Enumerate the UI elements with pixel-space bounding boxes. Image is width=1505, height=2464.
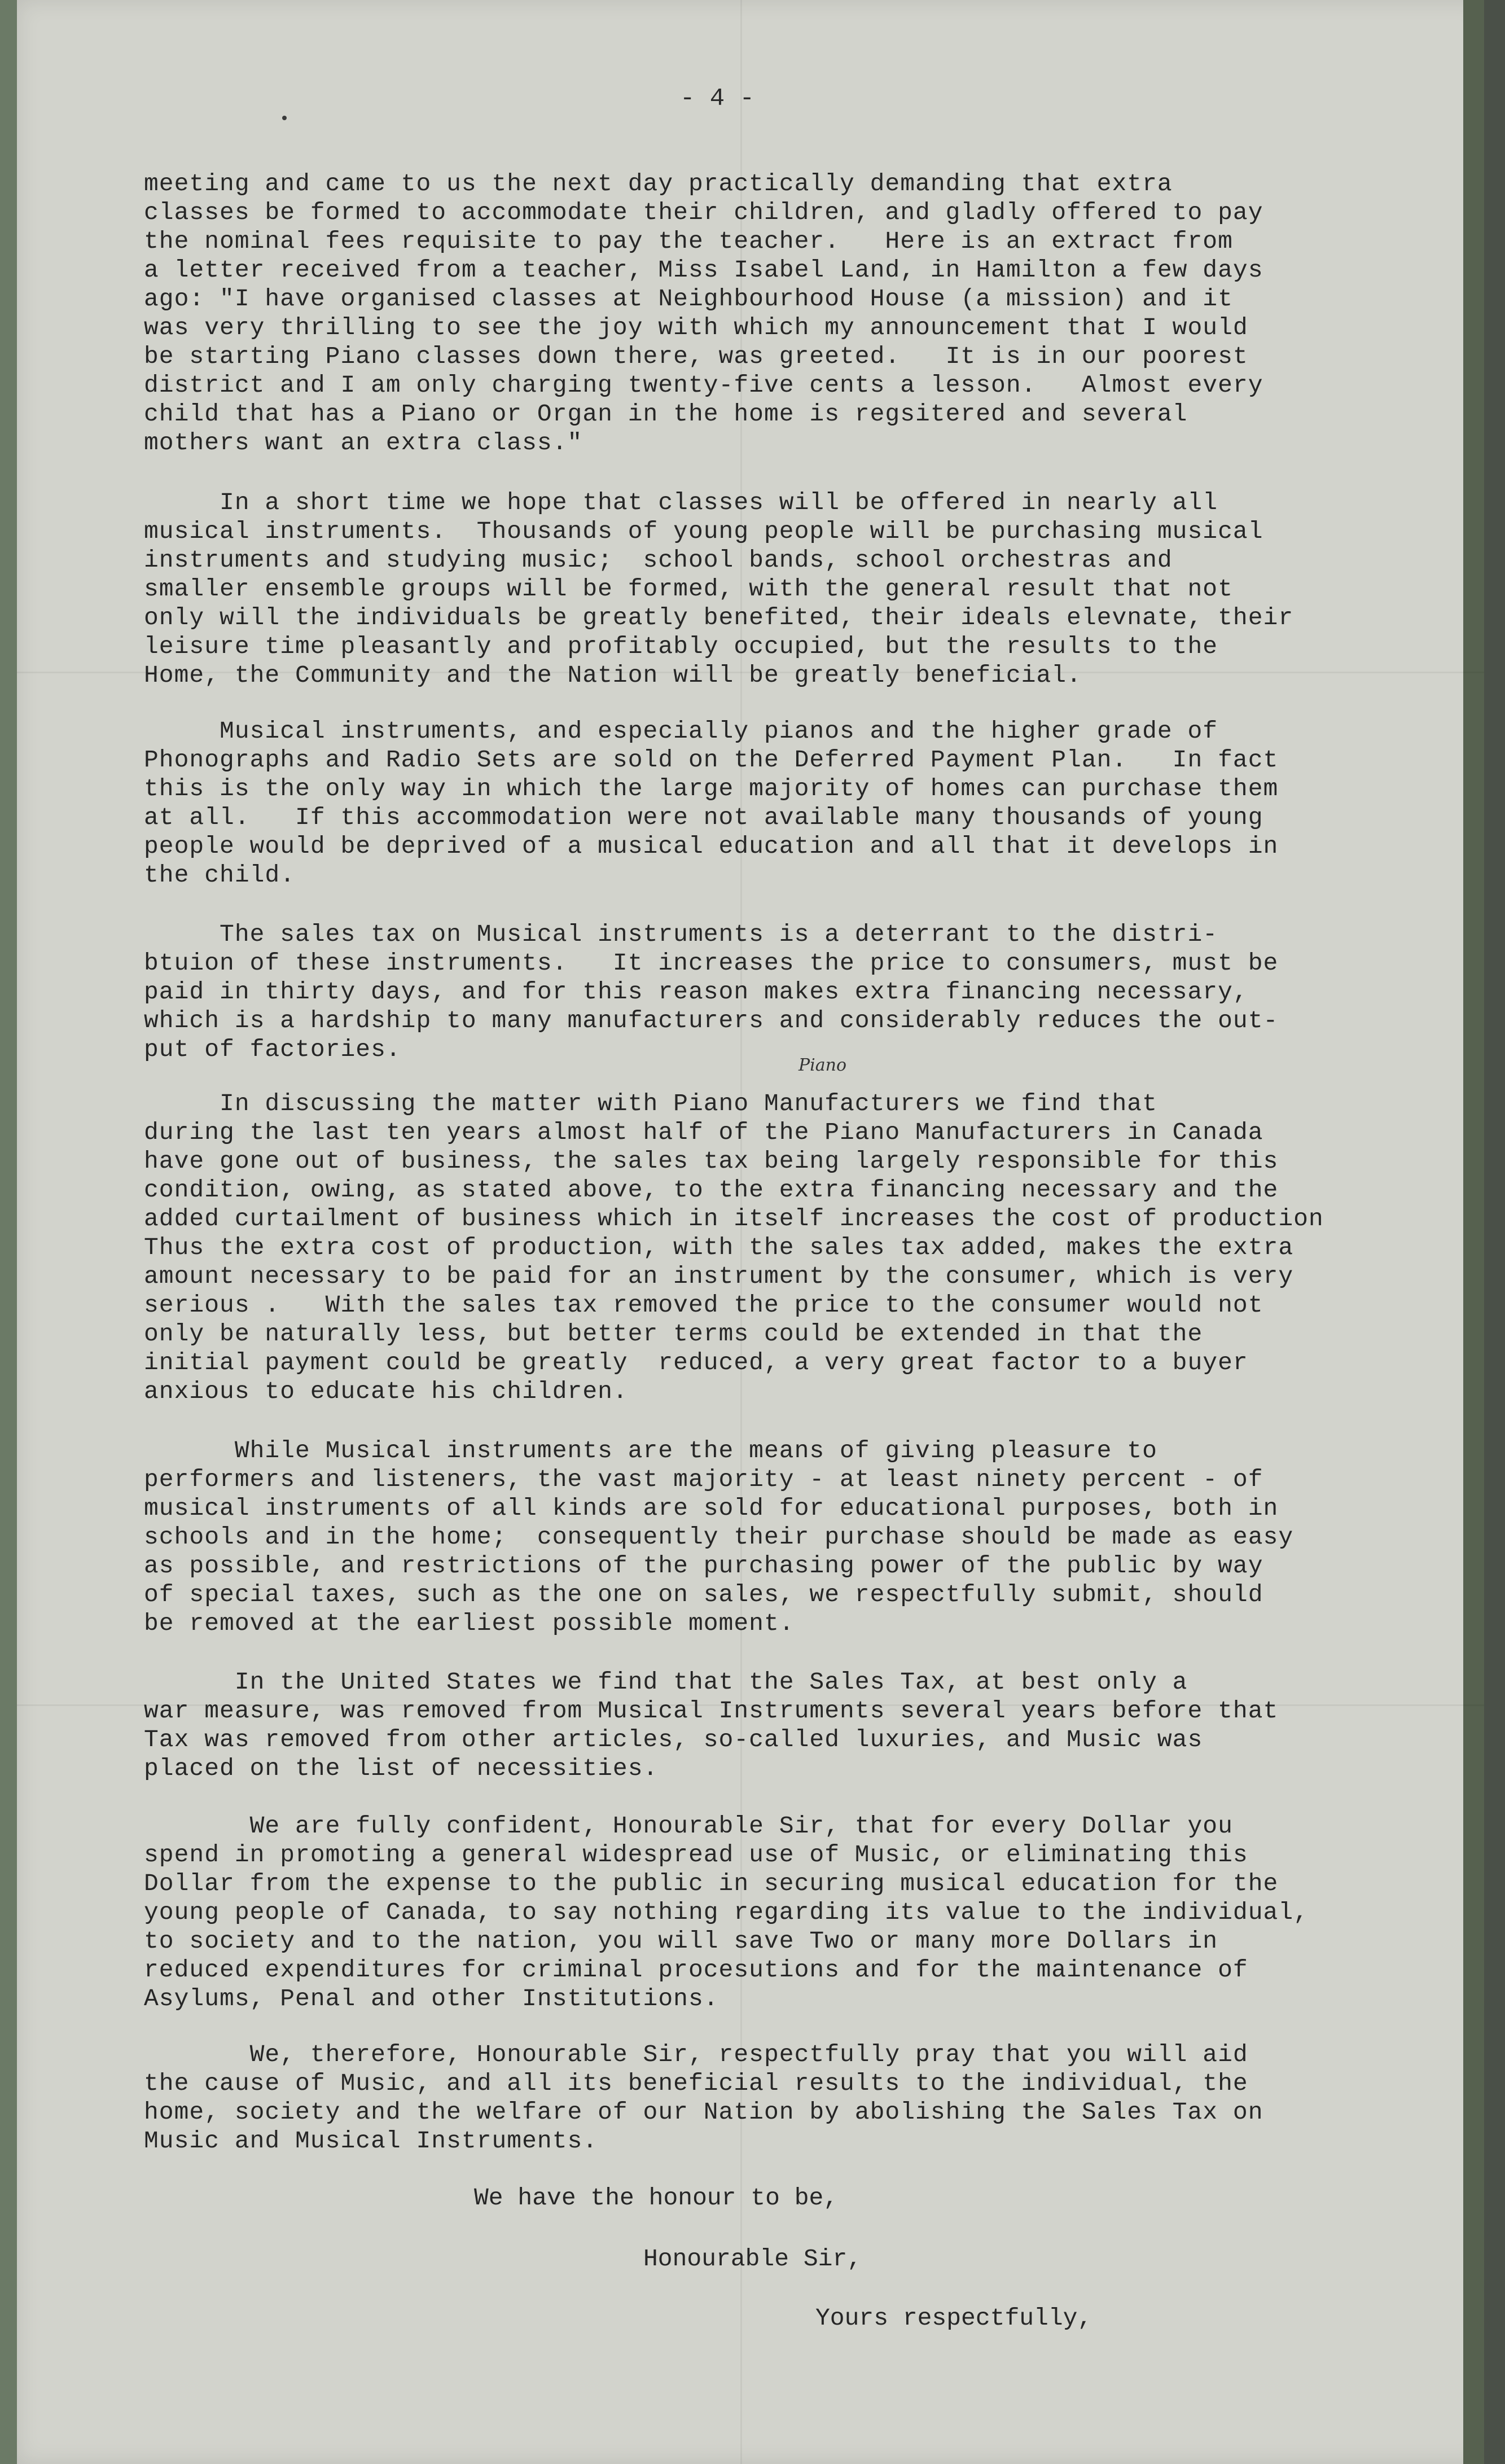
paragraph bbox=[144, 717, 1278, 889]
text-line: be starting Piano classes down there, was greeted. It is in our poorest bbox=[144, 343, 1248, 370]
text-line: serious . With the sales tax removed the price to the consumer would not bbox=[144, 1291, 1263, 1319]
text-line: have gone out of business, the sales tax being largely responsible for this bbox=[144, 1147, 1279, 1175]
paragraph bbox=[144, 920, 1278, 1064]
text-line: district and I am only charging twenty-five cents a lesson. Almost every bbox=[144, 371, 1263, 399]
text-line: Musical instruments, and especially pianos and the higher grade of bbox=[144, 717, 1218, 745]
handwritten-insertion: Piano bbox=[798, 1055, 847, 1075]
text-line: as possible, and restrictions of the purchasing power of the public by way bbox=[144, 1552, 1263, 1580]
paragraph bbox=[144, 1668, 1278, 1783]
text-line: this is the only way in which the large majority of homes can purchase them bbox=[144, 775, 1279, 803]
text-line: We, therefore, Honourable Sir, respectfully pray that you will aid bbox=[144, 2041, 1248, 2068]
text-line: amount necessary to be paid for an instrument by the consumer, which is very bbox=[144, 1262, 1294, 1290]
text-line: We are fully confident, Honourable Sir, that for every Dollar you bbox=[144, 1812, 1233, 1840]
text-line: a letter received from a teacher, Miss Isabel Land, in Hamilton a few days bbox=[144, 256, 1263, 284]
text-line: at all. If this accommodation were not available many thousands of young bbox=[144, 804, 1263, 831]
text-line: people would be deprived of a musical education and all that it develops in bbox=[144, 832, 1279, 860]
text-line: While Musical instruments are the means of giving pleasure to bbox=[144, 1437, 1157, 1465]
paragraph bbox=[144, 2040, 1263, 2155]
text-line: Asylums, Penal and other Institutions. bbox=[144, 1985, 719, 2013]
paragraph bbox=[144, 169, 1263, 457]
text-line: added curtailment of business which in itself increases the cost of production bbox=[144, 1205, 1324, 1233]
text-line: btuion of these instruments. It increases the price to consumers, must be bbox=[144, 949, 1279, 977]
text-line: war measure, was removed from Musical Instruments several years before that bbox=[144, 1697, 1279, 1725]
closing-line: We have the honour to be, bbox=[474, 2184, 839, 2212]
paragraph bbox=[144, 1089, 1324, 1406]
text-line: spend in promoting a general widespread use of Music, or eliminating this bbox=[144, 1841, 1248, 1869]
paragraph bbox=[144, 1436, 1293, 1638]
text-line: Dollar from the expense to the public in securing musical education for the bbox=[144, 1870, 1279, 1897]
text-line: initial payment could be greatly reduced, a very great factor to a buyer bbox=[144, 1349, 1248, 1376]
valediction-line: Yours respectfully, bbox=[815, 2304, 1092, 2332]
text-line: leisure time pleasantly and profitably occupied, but the results to the bbox=[144, 633, 1218, 660]
text-line: performers and listeners, the vast majority - at least ninety percent - of bbox=[144, 1466, 1263, 1493]
text-line: put of factories. bbox=[144, 1036, 401, 1063]
text-line: reduced expenditures for criminal procesutions and for the maintenance of bbox=[144, 1956, 1248, 1984]
text-line: home, society and the welfare of our Nation by abolishing the Sales Tax on bbox=[144, 2098, 1263, 2126]
text-line: be removed at the earliest possible moment. bbox=[144, 1610, 795, 1637]
text-line: the child. bbox=[144, 861, 296, 889]
text-line: meeting and came to us the next day practically demanding that extra bbox=[144, 170, 1173, 198]
text-line: paid in thirty days, and for this reason makes extra financing necessary, bbox=[144, 978, 1248, 1006]
text-line: Music and Musical Instruments. bbox=[144, 2127, 598, 2155]
text-line: classes be formed to accommodate their children, and gladly offered to pay bbox=[144, 199, 1263, 226]
text-line: musical instruments. Thousands of young people will be purchasing musical bbox=[144, 518, 1263, 545]
text-line: mothers want an extra class." bbox=[144, 429, 583, 457]
text-line: In discussing the matter with Piano Manufacturers we find that bbox=[144, 1090, 1157, 1117]
scan-left-edge bbox=[0, 0, 17, 2464]
text-line: the nominal fees requisite to pay the teacher. Here is an extract from bbox=[144, 227, 1233, 255]
text-line: ago: "I have organised classes at Neighbourhood House (a mission) and it bbox=[144, 285, 1233, 313]
scan-right-edge bbox=[1463, 0, 1484, 2464]
text-line: placed on the list of necessities. bbox=[144, 1755, 659, 1782]
text-line: anxious to educate his children. bbox=[144, 1378, 628, 1405]
text-line: of special taxes, such as the one on sales, we respectfully submit, should bbox=[144, 1581, 1263, 1608]
ink-speck bbox=[282, 116, 287, 120]
text-line: Thus the extra cost of production, with the sales tax added, makes the extra bbox=[144, 1234, 1294, 1261]
text-line: only be naturally less, but better terms could be extended in that the bbox=[144, 1320, 1203, 1348]
text-line: instruments and studying music; school bands, school orchestras and bbox=[144, 546, 1173, 574]
text-line: young people of Canada, to say nothing regarding its value to the individual, bbox=[144, 1899, 1309, 1926]
text-line: condition, owing, as stated above, to the extra financing necessary and the bbox=[144, 1176, 1279, 1204]
paragraph bbox=[144, 488, 1293, 690]
text-line: which is a hardship to many manufacturers and considerably reduces the out- bbox=[144, 1007, 1279, 1034]
text-line: to society and to the nation, you will save Two or many more Dollars in bbox=[144, 1927, 1218, 1955]
text-line: musical instruments of all kinds are sold for educational purposes, both in bbox=[144, 1494, 1279, 1522]
text-line: during the last ten years almost half of the Piano Manufacturers in Canada bbox=[144, 1119, 1263, 1146]
text-line: only will the individuals be greatly benefited, their ideals elevnate, their bbox=[144, 604, 1294, 632]
text-line: was very thrilling to see the joy with which my announcement that I would bbox=[144, 314, 1248, 341]
text-line: In a short time we hope that classes will be offered in nearly all bbox=[144, 489, 1218, 516]
text-line: In the United States we find that the Sales Tax, at best only a bbox=[144, 1668, 1188, 1696]
text-line: the cause of Music, and all its beneficial results to the individual, the bbox=[144, 2070, 1248, 2097]
text-line: The sales tax on Musical instruments is a deterrant to the distri- bbox=[144, 920, 1218, 948]
page-number: - 4 - bbox=[680, 85, 755, 113]
text-line: child that has a Piano or Organ in the home is regsitered and several bbox=[144, 400, 1188, 428]
text-line: smaller ensemble groups will be formed, with the general result that not bbox=[144, 575, 1233, 603]
document-page bbox=[17, 0, 1484, 2464]
paragraph bbox=[144, 1812, 1309, 2013]
salutation-line: Honourable Sir, bbox=[643, 2245, 862, 2273]
text-line: Home, the Community and the Nation will be greatly beneficial. bbox=[144, 661, 1082, 689]
text-line: Tax was removed from other articles, so-called luxuries, and Music was bbox=[144, 1726, 1203, 1753]
text-line: schools and in the home; consequently their purchase should be made as easy bbox=[144, 1523, 1294, 1551]
text-line: Phonographs and Radio Sets are sold on the Deferred Payment Plan. In fact bbox=[144, 746, 1279, 774]
